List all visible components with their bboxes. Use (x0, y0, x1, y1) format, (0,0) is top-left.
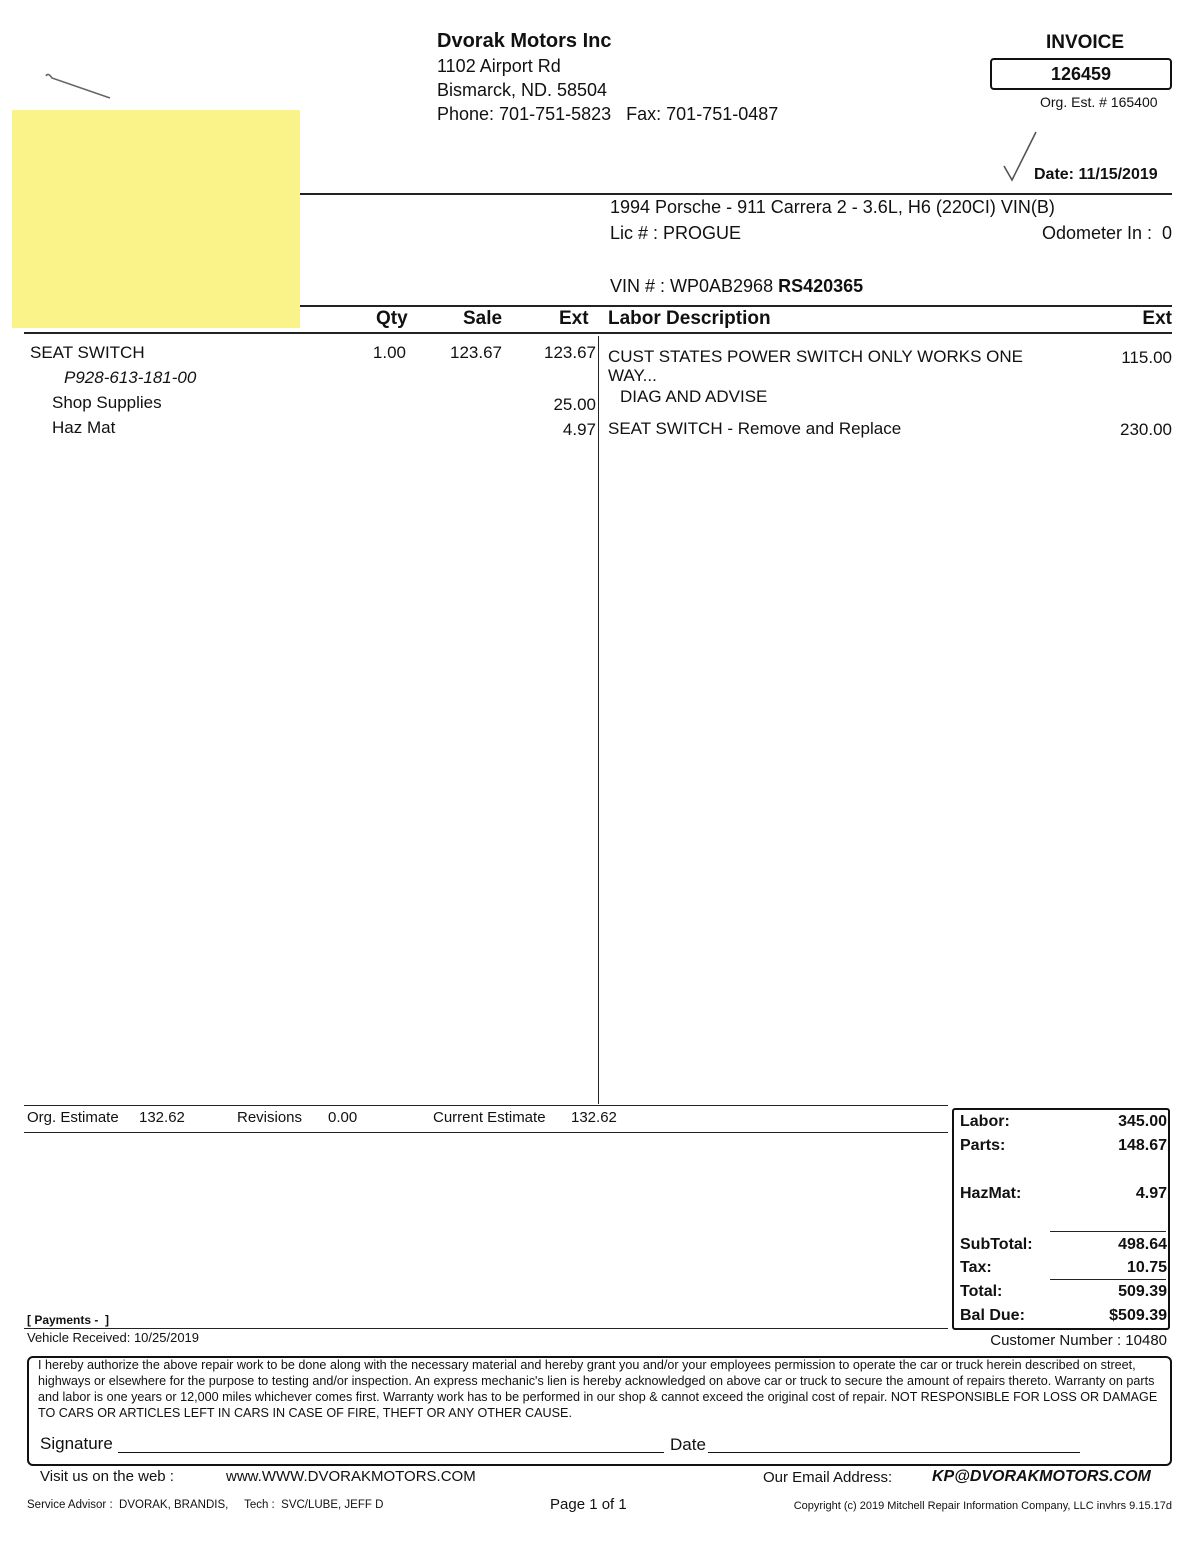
email-label: Our Email Address: (763, 1469, 893, 1486)
total-parts-label: Parts: (960, 1137, 1006, 1154)
total-hazmat-value: 4.97 (1135, 1185, 1167, 1202)
tax-label: Tax: (960, 1259, 992, 1276)
total-label: Total: (960, 1283, 1003, 1300)
copyright: Copyright (c) 2019 Mitchell Repair Information Company, LLC invhrs 9.15.17d (793, 1500, 1172, 1512)
labor-ext-1: 115.00 (1121, 348, 1172, 367)
authorization-text: I hereby authorize the above repair work to be done along with the necessary material and hereby grant you and/or your employees permission to operate the car or truck herein described on street, highways or elsewhere for the purpose to testing and/or inspection. An express mechanic's lien is hereby acknowledged on above car or truck to secure the amount of repairs thereto. Warranty on parts and labor is one years or 12,000 miles whichever comes first. Warranty work has to be performed in our shop & cannot exceed the original cost of repair. NOT RESPONSIBLE FOR LOSS OR DAMAGE TO CARS OR ARTICLES LEFT IN CARS IN CASE OF FIRE, THEFT OR ANY OTHER CAUSE. (38, 1358, 1158, 1420)
shop-supplies-label: Shop Supplies (52, 393, 162, 412)
sticky-note (12, 110, 300, 328)
total-parts-value: 148.67 (1118, 1137, 1167, 1154)
pen-stroke-icon (38, 68, 118, 102)
invoice-date: Date: 11/15/2019 (1034, 166, 1158, 183)
total-hazmat-label: HazMat: (960, 1185, 1022, 1202)
signature-line[interactable] (118, 1452, 664, 1453)
header-labor-description: Labor Description (608, 308, 771, 329)
header-ext: Ext (559, 308, 589, 329)
invoice-title: INVOICE (1045, 32, 1125, 53)
total-value: 509.39 (1118, 1283, 1167, 1300)
web-url-link[interactable]: www.WWW.DVORAKMOTORS.COM (226, 1468, 476, 1485)
signature-label: Signature (40, 1434, 113, 1453)
odometer-in: Odometer In : 0 (1041, 223, 1172, 243)
shop-address-line1: 1102 Airport Rd (437, 56, 561, 76)
total-labor-value: 345.00 (1118, 1113, 1167, 1130)
balance-due-label: Bal Due: (960, 1307, 1025, 1324)
revisions-label: Revisions (237, 1109, 303, 1126)
org-estimate-label: Org. Estimate (27, 1109, 119, 1126)
current-estimate-label: Current Estimate (433, 1109, 546, 1126)
labor-line-1: CUST STATES POWER SWITCH ONLY WORKS ONE (608, 347, 1023, 366)
service-advisor: Service Advisor : DVORAK, BRANDIS, Tech : SVC/LUBE, JEFF D (27, 1499, 384, 1511)
email-link[interactable]: KP@DVORAKMOTORS.COM (932, 1468, 1151, 1485)
vin-prefix: VIN # : WP0AB2968 (610, 276, 779, 296)
part-name: SEAT SWITCH (30, 343, 145, 362)
labor-line-2: DIAG AND ADVISE (620, 387, 768, 406)
shop-phone-fax: Phone: 701-751-5823 Fax: 701-751-0487 (437, 104, 779, 124)
org-estimate-value: 132.62 (139, 1109, 185, 1126)
org-estimate-number: Org. Est. # 165400 (1040, 94, 1158, 110)
shop-address-line2: Bismarck, ND. 58504 (437, 80, 608, 100)
part-number: P928-613-181-00 (64, 368, 197, 387)
page-number: Page 1 of 1 (550, 1496, 627, 1513)
web-label: Visit us on the web : (40, 1468, 174, 1485)
part-ext: 123.67 (544, 343, 596, 362)
balance-due-value: $509.39 (1109, 1307, 1167, 1324)
header-sale: Sale (463, 308, 503, 329)
subtotal-value: 498.64 (1118, 1236, 1167, 1253)
vin-number (610, 276, 863, 297)
vehicle-description: 1994 Porsche - 911 Carrera 2 - 3.6L, H6 (220CI) VIN(B) (610, 197, 1055, 217)
part-sale: 123.67 (450, 343, 502, 362)
haz-mat-ext: 4.97 (562, 420, 596, 439)
date-line[interactable] (708, 1452, 1080, 1453)
haz-mat-label: Haz Mat (52, 418, 116, 437)
part-qty: 1.00 (372, 343, 406, 362)
revisions-value: 0.00 (328, 1109, 358, 1126)
shop-name: Dvorak Motors Inc (437, 30, 612, 52)
labor-line-3: SEAT SWITCH - Remove and Replace (608, 419, 902, 438)
labor-line-1-cont: WAY... (608, 366, 657, 385)
header-labor-ext: Ext (1142, 308, 1172, 329)
vin-suffix: RS420365 (778, 276, 864, 296)
labor-ext-3: 230.00 (1120, 420, 1172, 439)
tax-value: 10.75 (1126, 1259, 1167, 1276)
payments-label: [ Payments - ] (27, 1313, 110, 1327)
total-labor-label: Labor: (960, 1113, 1010, 1130)
date-label: Date (670, 1435, 706, 1454)
customer-number: Customer Number : 10480 (990, 1332, 1167, 1349)
shop-supplies-ext: 25.00 (553, 395, 596, 414)
license-plate: Lic # : PROGUE (610, 223, 742, 243)
current-estimate-value: 132.62 (571, 1109, 617, 1126)
subtotal-label: SubTotal: (960, 1236, 1033, 1253)
vehicle-received: Vehicle Received: 10/25/2019 (27, 1330, 200, 1345)
header-qty: Qty (376, 308, 408, 329)
invoice-number: 126459 (990, 58, 1172, 90)
